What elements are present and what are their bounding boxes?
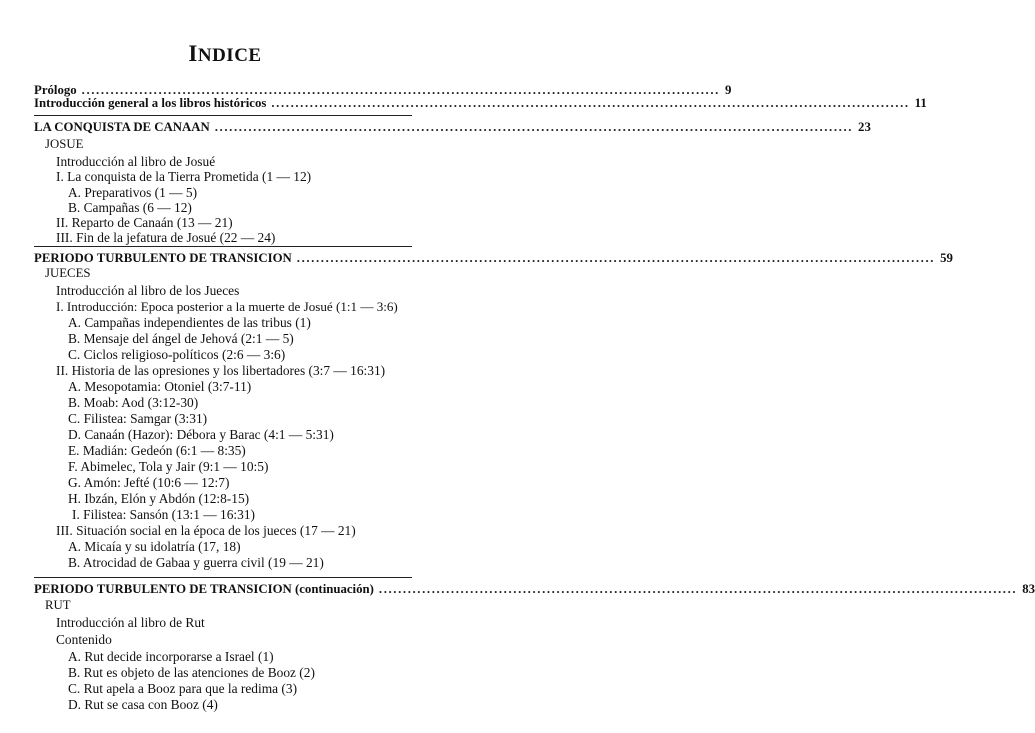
section-divider bbox=[34, 577, 412, 578]
toc-line: H. Ibzán, Elón y Abdón (12:8-15) bbox=[68, 491, 250, 506]
toc-line: I. Introducción: Epoca posterior a la muerte de Josué (1:1 — 3:6) bbox=[56, 299, 398, 314]
toc-line: B. Rut es objeto de las atenciones de Booz (2) bbox=[68, 665, 315, 680]
toc-line: Introducción al libro de Rut bbox=[56, 615, 205, 630]
leader-dots: ..................................................................................................................................... bbox=[214, 120, 854, 134]
toc-page-number: 11 bbox=[914, 96, 927, 110]
toc-entry-label: Introducción general a los libros históricos bbox=[34, 96, 267, 110]
toc-line: C. Ciclos religioso-políticos (2:6 — 3:6) bbox=[68, 347, 286, 362]
book-name: RUT bbox=[45, 598, 71, 612]
toc-line: I. La conquista de la Tierra Prometida (1 — 12) bbox=[56, 169, 312, 184]
page-title bbox=[0, 41, 450, 67]
toc-line: III. Situación social en la época de los jueces (17 — 21) bbox=[56, 523, 356, 538]
toc-line: B. Campañas (6 — 12) bbox=[68, 200, 192, 215]
toc-line: D. Rut se casa con Booz (4) bbox=[68, 697, 218, 712]
toc-line: A. Micaía y su idolatría (17, 18) bbox=[68, 539, 241, 554]
section-divider bbox=[34, 246, 412, 247]
section-divider bbox=[34, 115, 412, 116]
toc-line: II. Historia de las opresiones y los libertadores (3:7 — 16:31) bbox=[56, 363, 386, 378]
toc-line: I. Filistea: Sansón (13:1 — 16:31) bbox=[72, 507, 255, 522]
section-heading-label: PERIODO TURBULENTO DE TRANSICION (continuación) bbox=[34, 582, 374, 596]
toc-line: F. Abimelec, Tola y Jair (9:1 — 10:5) bbox=[68, 459, 269, 474]
toc-line: C. Rut apela a Booz para que la redima (3) bbox=[68, 681, 298, 696]
section-heading-label: LA CONQUISTA DE CANAAN bbox=[34, 120, 210, 134]
title-initial: I bbox=[188, 41, 198, 66]
toc-page-number: 9 bbox=[724, 83, 732, 97]
toc-page-number: 59 bbox=[940, 251, 953, 265]
toc-line: E. Madián: Gedeón (6:1 — 8:35) bbox=[68, 443, 246, 458]
section-heading-conquista bbox=[34, 117, 871, 137]
toc-line: III. Fin de la jefatura de Josué (22 — 24) bbox=[56, 230, 276, 245]
leader-dots: ..................................................................................................................................... bbox=[378, 582, 1018, 596]
toc-line: A. Rut decide incorporarse a Israel (1) bbox=[68, 649, 274, 664]
leader-dots: ..................................................................................................................................... bbox=[271, 96, 910, 110]
toc-line: A. Mesopotamia: Otoniel (3:7-11) bbox=[68, 379, 252, 394]
toc-line: B. Atrocidad de Gabaa y guerra civil (19 — 21) bbox=[68, 555, 324, 570]
toc-line: II. Reparto de Canaán (13 — 21) bbox=[56, 215, 233, 230]
toc-line: Introducción al libro de los Jueces bbox=[56, 283, 240, 298]
section-heading-periodo-continuacion bbox=[34, 579, 1035, 599]
toc-entry-label: Prólogo bbox=[34, 83, 77, 97]
leader-dots: ..................................................................................................................................... bbox=[296, 251, 936, 265]
toc-line: C. Filistea: Samgar (3:31) bbox=[68, 411, 208, 426]
section-heading-label: PERIODO TURBULENTO DE TRANSICION bbox=[34, 251, 292, 265]
book-name: JUECES bbox=[45, 266, 91, 280]
toc-line: B. Moab: Aod (3:12-30) bbox=[68, 395, 199, 410]
toc-line: D. Canaán (Hazor): Débora y Barac (4:1 — 5:31) bbox=[68, 427, 334, 442]
section-heading-periodo bbox=[34, 248, 953, 268]
toc-line: Introducción al libro de Josué bbox=[56, 154, 216, 169]
leader-dots: ..................................................................................................................................... bbox=[81, 83, 720, 97]
toc-line: A. Preparativos (1 — 5) bbox=[68, 185, 198, 200]
page-title-text: INDICE bbox=[188, 41, 262, 66]
toc-line: B. Mensaje del ángel de Jehová (2:1 — 5) bbox=[68, 331, 294, 346]
toc-line: G. Amón: Jefté (10:6 — 12:7) bbox=[68, 475, 230, 490]
toc-line: Contenido bbox=[56, 632, 112, 647]
book-name: JOSUE bbox=[45, 137, 84, 151]
toc-page-number: 83 bbox=[1022, 582, 1035, 596]
toc-entry-introduccion bbox=[34, 93, 927, 113]
toc-line: A. Campañas independientes de las tribus (1) bbox=[68, 315, 311, 330]
toc-page-number: 23 bbox=[858, 120, 871, 134]
